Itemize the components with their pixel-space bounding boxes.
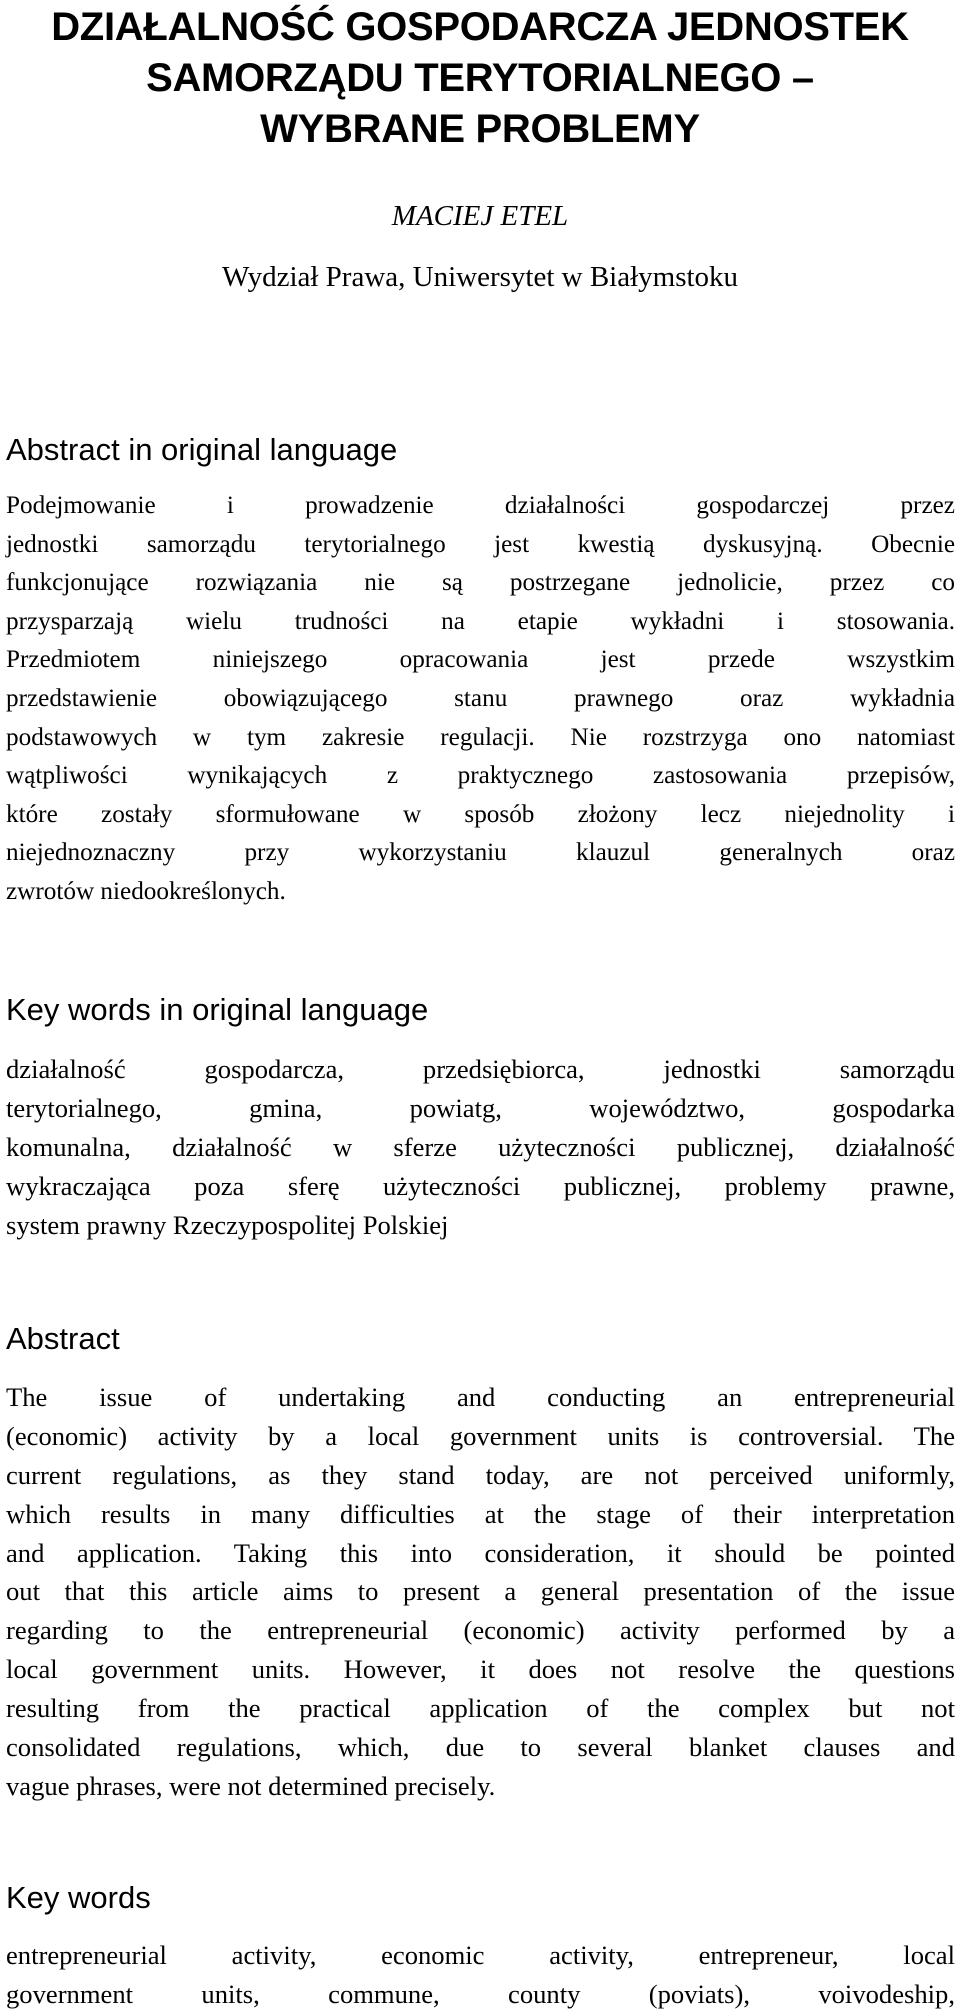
text-line: wątpliwości wynikających z praktycznego zastosowania przepisów,: [6, 762, 955, 790]
text-line: system prawny Rzeczypospolitej Polskiej: [6, 1210, 449, 1240]
text-line: przedstawienie obowiązującego stanu prawnego oraz wykładnia: [6, 684, 955, 712]
paper-title: [0, 2, 960, 155]
text-line: podstawowych w tym zakresie regulacji. Nie rozstrzyga ono natomiast: [6, 723, 955, 751]
paper-title-line: WYBRANE PROBLEMY: [260, 107, 700, 151]
text-line: niejednoznaczny przy wykorzystaniu klauzul generalnych oraz: [6, 839, 955, 867]
paper-title-line: DZIAŁALNOŚĆ GOSPODARCZA JEDNOSTEK: [51, 5, 909, 49]
text-line: vague phrases, were not determined precisely.: [6, 1770, 496, 1801]
text-line: które zostały sformułowane w sposób złożony lecz niejednolity i: [6, 800, 955, 828]
text-line: Podejmowanie i prowadzenie działalności gospodarczej przez: [6, 492, 955, 519]
text-line: komunalna, działalność w sferze użyteczności publicznej, działalność: [6, 1132, 955, 1162]
author-affiliation: Wydział Prawa, Uniwersytet w Białymstoku: [221, 261, 739, 293]
text-line: current regulations, as they stand today, are not perceived uniformly,: [6, 1459, 955, 1490]
text-line: zwrotów niedookreślonych.: [6, 877, 286, 905]
text-line: government units, commune, county (poviats), voivodeship,: [6, 1978, 955, 2009]
text-line: terytorialnego, gmina, powiatg, województwo, gospodarka: [6, 1093, 955, 1123]
text-line: wykraczająca poza sferę użyteczności publicznej, problemy prawne,: [6, 1171, 955, 1201]
abstract-pl-heading: Abstract in original language: [6, 432, 398, 467]
text-line: and application. Taking this into consideration, it should be pointed: [6, 1537, 955, 1568]
keywords-en-heading: Key words: [6, 1880, 151, 1915]
author-name: MACIEJ ETEL: [391, 200, 569, 232]
text-line: resulting from the practical application of the complex but not: [6, 1693, 955, 1724]
abstract-en-heading: Abstract: [6, 1321, 120, 1356]
keywords-pl-body: [6, 1050, 955, 1245]
text-line: consolidated regulations, which, due to several blanket clauses and: [6, 1732, 955, 1763]
text-line: The issue of undertaking and conducting an entrepreneurial: [6, 1382, 955, 1412]
text-line: (economic) activity by a local government units is controversial. The: [6, 1420, 955, 1451]
text-line: funkcjonujące rozwiązania nie są postrzegane jednolicie, przez co: [6, 569, 955, 597]
keywords-pl-heading: Key words in original language: [6, 992, 429, 1027]
text-line: entrepreneurial activity, economic activity, entrepreneur, local: [6, 1940, 955, 1970]
text-line: Przedmiotem niniejszego opracowania jest przede wszystkim: [6, 646, 955, 674]
text-line: jednostki samorządu terytorialnego jest kwestią dyskusyjną. Obecnie: [6, 530, 955, 558]
abstract-pl-body: [6, 487, 955, 912]
paper-title-line: SAMORZĄDU TERYTORIALNEGO –: [146, 56, 814, 100]
text-line: przysparzają wielu trudności na etapie wykładni i stosowania.: [6, 607, 955, 635]
text-line: which results in many difficulties at the stage of their interpretation: [6, 1498, 955, 1529]
abstract-en-body: [6, 1378, 955, 1806]
keywords-en-body: [6, 1936, 955, 2013]
text-line: local government units. However, it does not resolve the questions: [6, 1654, 955, 1685]
text-line: out that this article aims to present a general presentation of the issue: [6, 1576, 955, 1607]
text-line: działalność gospodarcza, przedsiębiorca, jednostki samorządu: [6, 1054, 955, 1084]
text-line: regarding to the entrepreneurial (economic) activity performed by a: [6, 1615, 955, 1646]
